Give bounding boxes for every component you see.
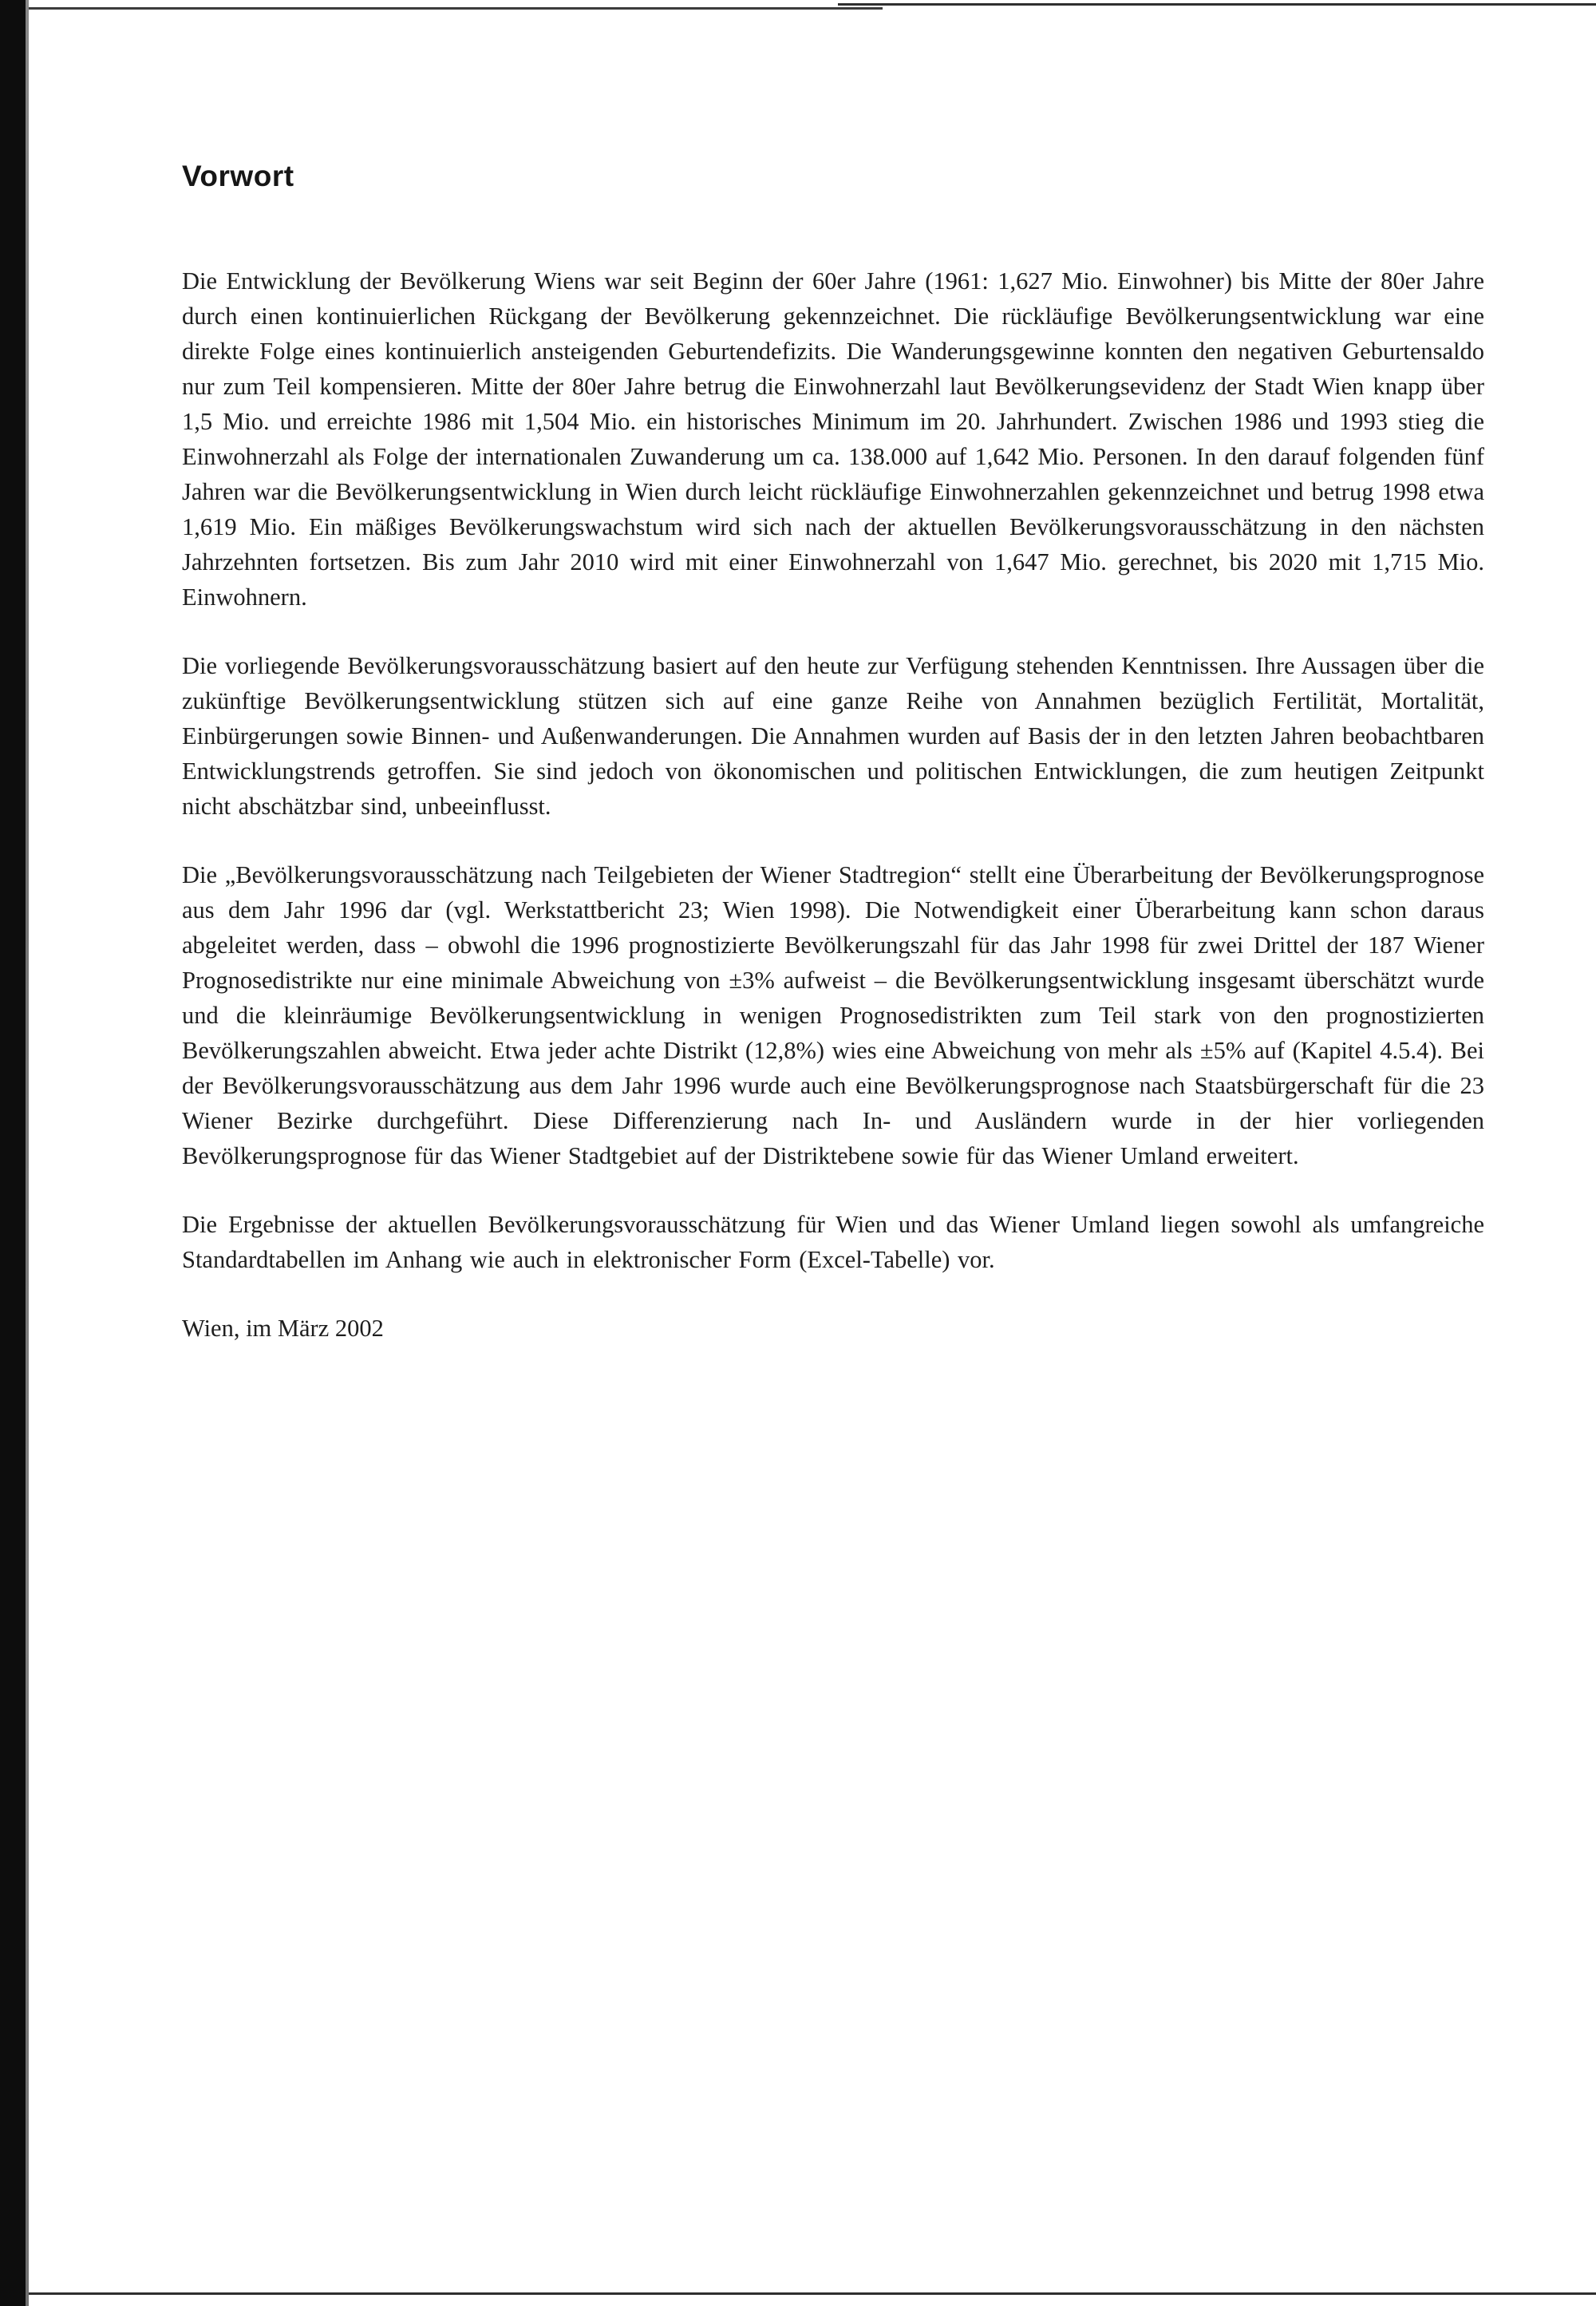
paragraph-forecast-assumptions: Die vorliegende Bevölkerungsvorausschätzung basiert auf den heute zur Verfügung stehenden Kenntnissen. Ihre Aussagen über die zukünftige Bevölkerungsentwicklung stützen sich auf eine ganze Reihe von Annahmen bezüglich Fertilität, Mortalität, Einbürgerungen sowie Binnen- und Außenwanderungen. Die Annahmen wurden auf Basis der in den letzten Jahren beobachtbaren Entwicklungstrends getroffen. Sie sind jedoch von ökonomischen und politischen Entwicklungen, die zum heutigen Zeitpunkt nicht abschätzbar sind, unbeeinflusst.: [182, 652, 1484, 820]
paragraph-forecast-revision: Die „Bevölkerungsvorausschätzung nach Teilgebieten der Wiener Stadtregion“ stellt eine Überarbeitung der Bevölkerungsprognose aus dem Jahr 1996 dar (vgl. Werkstattbericht 23; Wien 1998). Die Notwendigkeit einer Überarbeitung kann schon daraus abgeleitet werden, dass – obwohl die 1996 prognostizierte Bevölkerungszahl für das Jahr 1998 für zwei Drittel der 187 Wiener Prognosedistrikte nur eine minimale Abweichung von ±3% aufweist – die Bevölkerungsentwicklung insgesamt überschätzt wurde und die kleinräumige Bevölkerungsentwicklung in wenigen Prognosedistrikten zum Teil stark von den prognostizierten Bevölkerungszahlen abweicht. Etwa jeder achte Distrikt (12,8%) wies eine Abweichung von mehr als ±5% auf (Kapitel 4.5.4). Bei der Bevölkerungsvorausschätzung aus dem Jahr 1996 wurde auch eine Bevölkerungsprognose nach Staatsbürgerschaft für die 23 Wiener Bezirke durchgeführt. Diese Differenzierung nach In- und Ausländern wurde in der hier vorliegenden Bevölkerungsprognose für das Wiener Stadtgebiet auf der Distriktebene sowie für das Wiener Umland erweitert.: [182, 861, 1484, 1169]
dateline: Wien, im März 2002: [182, 1315, 384, 1342]
scan-binding-edge: [0, 0, 26, 2306]
paragraph-results-availability: Die Ergebnisse der aktuellen Bevölkerungsvorausschätzung für Wien und das Wiener Umland liegen sowohl als umfangreiche Standardtabellen im Anhang wie auch in elektronischer Form (Excel-Tabelle) vor.: [182, 1211, 1484, 1273]
scan-artifact-line-top-left: [29, 7, 883, 10]
scan-artifact-line-top-right: [838, 3, 1596, 6]
page-title: Vorwort: [182, 160, 294, 192]
document-page: [182, 160, 1484, 1346]
scan-artifact-line-bottom: [29, 2292, 1596, 2295]
paragraph-population-development: Die Entwicklung der Bevölkerung Wiens war seit Beginn der 60er Jahre (1961: 1,627 Mio. Einwohner) bis Mitte der 80er Jahre durch einen kontinuierlichen Rückgang der Bevölkerung gekennzeichnet. Die rückläufige Bevölkerungsentwicklung war eine direkte Folge eines kontinuierlich ansteigenden Geburtendefizits. Die Wanderungsgewinne konnten den negativen Geburtensaldo nur zum Teil kompensieren. Mitte der 80er Jahre betrug die Einwohnerzahl laut Bevölkerungsevidenz der Stadt Wien knapp über 1,5 Mio. und erreichte 1986 mit 1,504 Mio. ein historisches Minimum im 20. Jahrhundert. Zwischen 1986 und 1993 stieg die Einwohnerzahl als Folge der internationalen Zuwanderung um ca. 138.000 auf 1,642 Mio. Personen. In den darauf folgenden fünf Jahren war die Bevölkerungsentwicklung in Wien durch leicht rückläufige Einwohnerzahlen gekennzeichnet und betrug 1998 etwa 1,619 Mio. Ein mäßiges Bevölkerungswachstum wird sich nach der aktuellen Bevölkerungsvorausschätzung in den nächsten Jahrzehnten fortsetzen. Bis zum Jahr 2010 wird mit einer Einwohnerzahl von 1,647 Mio. gerechnet, bis 2020 mit 1,715 Mio. Einwohnern.: [182, 267, 1484, 611]
